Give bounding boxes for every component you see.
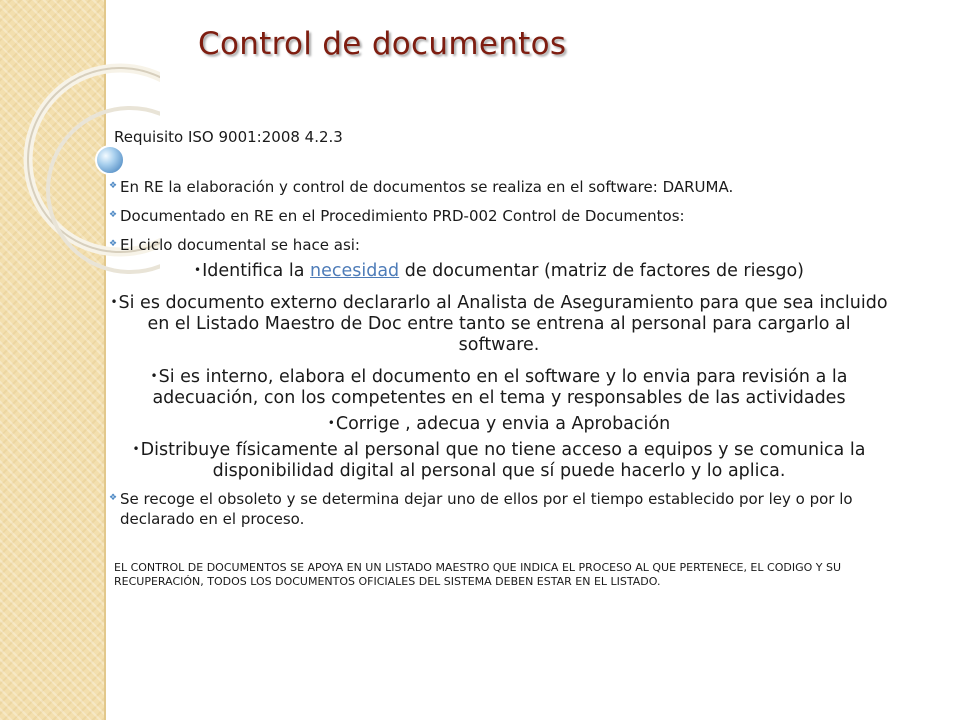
cycle-step-internal [108,366,890,409]
cycle-step-external [108,292,890,356]
diamond-bullet-icon: ❖ [109,493,118,503]
step-text: Si es documento externo declararlo al Analista de Aseguramiento para que sea incluido en el Listado Maestro de Doc entre tanto se entrena al personal para cargarlo al software. [118,293,888,355]
bullet-obsolete [108,489,890,529]
diamond-bullet-icon: ❖ [109,210,118,220]
cycle-step-correct [108,413,890,435]
bullet-procedure [108,206,890,226]
slide-title: Control de documentos [198,26,567,62]
cycle-step-distribute [108,439,890,482]
bullet-cycle [108,235,890,255]
step-text: Si es interno, elabora el documento en el software y lo envia para revisión a la adecuación, con los competentes en el tema y responsables de las actividades [152,367,848,408]
bullet-text: Documentado en RE en el Procedimiento PRD-002 Control de Documentos: [120,207,685,225]
dot-bullet-icon: • [110,295,118,309]
step-text: Corrige , adecua y envia a Aprobación [335,414,671,434]
footnote: EL CONTROL DE DOCUMENTOS SE APOYA EN UN LISTADO MAESTRO QUE INDICA EL PROCESO AL QUE PERTENECE, EL CODIGO Y SU RECUPERACIÓN, TODOS LOS DOCUMENTOS OFICIALES DEL SISTEMA DEBEN ESTAR EN EL LISTADO. [114,561,841,588]
bullet-text: En RE la elaboración y control de documentos se realiza en el software: DARUMA. [120,178,734,196]
necesidad-link[interactable]: necesidad [310,261,400,281]
dot-bullet-icon: • [327,416,335,430]
diamond-bullet-icon: ❖ [109,239,118,249]
slide-body [108,128,890,589]
dot-bullet-icon: • [193,263,202,277]
step-text: Identifica la [202,261,310,281]
dot-bullet-icon: • [132,442,140,456]
bullet-text: El ciclo documental se hace asi: [120,236,360,254]
bullet-software [108,177,890,197]
diamond-bullet-icon: ❖ [109,181,118,191]
dot-bullet-icon: • [150,369,158,383]
requirement-text: Requisito ISO 9001:2008 4.2.3 [114,128,343,146]
bullet-text: Se recoge el obsoleto y se determina dejar uno de ellos por el tiempo establecido por ley o por lo declarado en el proceso. [120,490,853,528]
cycle-step-identify [108,260,890,282]
step-text: Distribuye físicamente al personal que no tiene acceso a equipos y se comunica la disponibilidad digital al personal que sí puede hacerlo y lo aplica. [140,440,866,481]
step-text: de documentar (matriz de factores de riesgo) [399,261,805,281]
